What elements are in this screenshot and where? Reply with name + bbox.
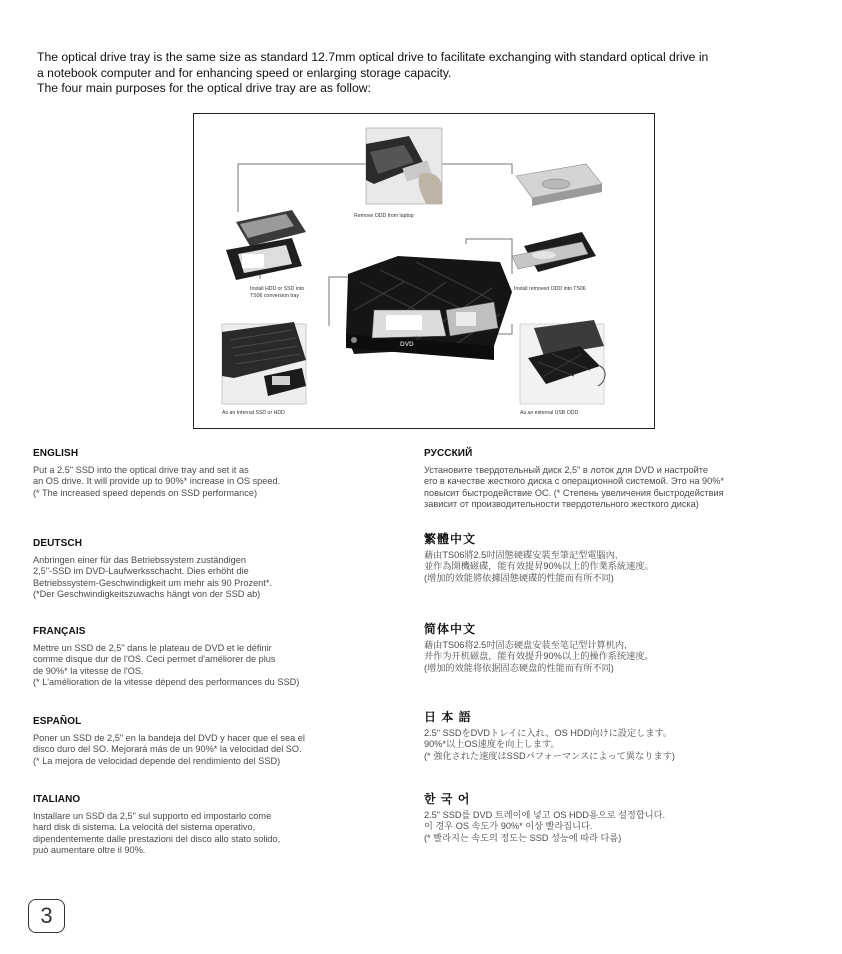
section-line: 90%*以上OS速度を向上します。 bbox=[424, 739, 560, 750]
section-line: (增加的效能將依據固態硬碟的性能而有所不同) bbox=[424, 572, 614, 583]
section-line: 藉由TS06將2.5吋固態硬碟安裝至筆記型電腦內, bbox=[424, 549, 618, 560]
section-heading: ITALIANO bbox=[33, 794, 81, 805]
section-line: disco duro del SO. Mejorará más de un 90%* la velocidad del SO. bbox=[33, 744, 302, 755]
section-line: Installare un SSD da 2,5" sul supporto ed impostarlo come bbox=[33, 810, 272, 821]
section-korean bbox=[424, 794, 824, 844]
section-line: 이 경우 OS 속도가 90%* 이상 빨라집니다. bbox=[424, 821, 593, 832]
optical-drive-photo bbox=[516, 164, 602, 206]
section-line: (* L'amélioration de la vitesse dépend des performances du SSD) bbox=[33, 677, 300, 688]
section-line: 2,5"-SSD im DVD-Laufwerksschacht. Dies erhöht die bbox=[33, 566, 249, 577]
section-line: 藉由TS06将2.5吋固态硬盘安装至笔记型计算机内, bbox=[424, 639, 627, 650]
usage-illustration bbox=[193, 113, 655, 429]
section-italiano bbox=[33, 794, 413, 857]
intro-text bbox=[37, 50, 817, 97]
intro-line: a notebook computer and for enhancing speed or enlarging storage capacity. bbox=[37, 65, 452, 80]
section-english bbox=[33, 448, 413, 499]
section-simplified-chinese bbox=[424, 624, 824, 674]
section-heading: 繁體中文 bbox=[424, 532, 477, 546]
section-line: Mettre un SSD de 2,5" dans le plateau de DVD et le définir bbox=[33, 642, 272, 653]
section-line: зависит от производительности твердотельного жесткого диска) bbox=[424, 499, 699, 510]
section-japanese bbox=[424, 712, 824, 762]
laptop-remove-odd-photo bbox=[366, 128, 442, 204]
section-heading: FRANÇAIS bbox=[33, 626, 86, 637]
caption-internal: As an Internal SSD or HDD bbox=[222, 410, 285, 416]
section-line: Poner un SSD de 2,5" en la bandeja del DVD y hacer que el sea el bbox=[33, 732, 305, 743]
section-deutsch bbox=[33, 538, 413, 601]
ts06-enclosure-photo bbox=[346, 256, 512, 360]
intro-line: The optical drive tray is the same size as standard 12.7mm optical drive to facilitate exchanging with standard optical drive in bbox=[37, 50, 709, 64]
section-line: (* 強化された速度はSSDパフォーマンスによって異なります) bbox=[424, 750, 675, 761]
caption-install-odd: Install removed ODD into TS06 bbox=[514, 286, 586, 292]
section-line: его в качестве жесткого диска с операционной системой. Это на 90%* bbox=[424, 476, 724, 487]
section-line: Anbringen einer für das Betriebssystem zuständigen bbox=[33, 554, 246, 565]
section-heading: РУССКИЙ bbox=[424, 448, 473, 459]
section-heading: DEUTSCH bbox=[33, 538, 83, 549]
section-francais bbox=[33, 626, 413, 689]
section-line: an OS drive. It will provide up to 90%* increase in OS speed. bbox=[33, 476, 281, 487]
section-line: può aumentare oltre il 90%. bbox=[33, 845, 146, 856]
section-line: (增加的效能将依据固态硬盘的性能而有所不同) bbox=[424, 662, 614, 673]
intro-line: The four main purposes for the optical drive tray are as follow: bbox=[37, 81, 371, 95]
caption-remove-odd: Remove ODD from laptop bbox=[354, 213, 414, 219]
section-line: 2.5" SSD를 DVD 트레이에 넣고 OS HDD용으로 설정합니다. bbox=[424, 809, 666, 820]
section-line: 并作为开机磁盘，能有效提升90%以上的操作系统速度。 bbox=[424, 651, 654, 662]
section-line: hard disk di sistema. La velocità del sistema operativo, bbox=[33, 822, 256, 833]
dvd-logo: DVD bbox=[400, 341, 414, 348]
section-line: (* The increased speed depends on SSD performance) bbox=[33, 487, 258, 498]
caption-external: As an external USB ODD bbox=[520, 410, 579, 416]
section-line: повысит быстродействие ОС. (* Степень увеличения быстродействия bbox=[424, 487, 724, 498]
section-heading: 한 국 어 bbox=[424, 792, 471, 806]
section-heading: ENGLISH bbox=[33, 448, 79, 459]
install-odd-photo bbox=[512, 232, 596, 272]
caption-install-hdd-2: TS06 conversion tray bbox=[250, 293, 300, 299]
section-heading: 日 本 語 bbox=[424, 710, 472, 724]
section-line: comme disque dur de l'OS. Ceci permet d'améliorer de plus bbox=[33, 654, 276, 665]
section-line: Put a 2.5" SSD into the optical drive tray and set it as bbox=[33, 464, 249, 475]
section-line: Betriebssystem-Geschwindigkeit um mehr als 90 Prozent*. bbox=[33, 577, 272, 588]
usage-diagram bbox=[194, 114, 653, 427]
section-line: dipendentemente dalle prestazioni del disco allo stato solido, bbox=[33, 833, 281, 844]
section-heading: 简体中文 bbox=[424, 622, 477, 636]
section-line: 2.5" SSDをDVDトレイに入れ、OS HDD向けに設定します。 bbox=[424, 727, 673, 738]
section-line: (* 빨라지는 속도의 정도는 SSD 성능에 따라 다름) bbox=[424, 832, 622, 843]
external-odd-photo bbox=[520, 320, 605, 404]
page-number: 3 bbox=[28, 899, 65, 933]
section-line: 並作為開機磁碟，能有效提昇90%以上的作業系統速度。 bbox=[424, 561, 654, 572]
section-heading: ESPAÑOL bbox=[33, 716, 82, 727]
section-espanol bbox=[33, 716, 413, 767]
install-ssd-photo bbox=[226, 210, 306, 280]
section-line: Установите твердотельный диск 2,5" в лоток для DVD и настройте bbox=[424, 464, 708, 475]
section-line: (*Der Geschwindigkeitszuwachs hängt von der SSD ab) bbox=[33, 589, 261, 600]
caption-install-hdd-1: Install HDD or SSD into bbox=[250, 286, 305, 292]
internal-ssd-photo bbox=[222, 322, 306, 404]
section-line: (* La mejora de velocidad depende del rendimiento del SSD) bbox=[33, 755, 281, 766]
section-traditional-chinese bbox=[424, 534, 824, 584]
section-russian bbox=[424, 448, 824, 511]
section-line: de 90%* la vitesse de l'OS. bbox=[33, 665, 144, 676]
